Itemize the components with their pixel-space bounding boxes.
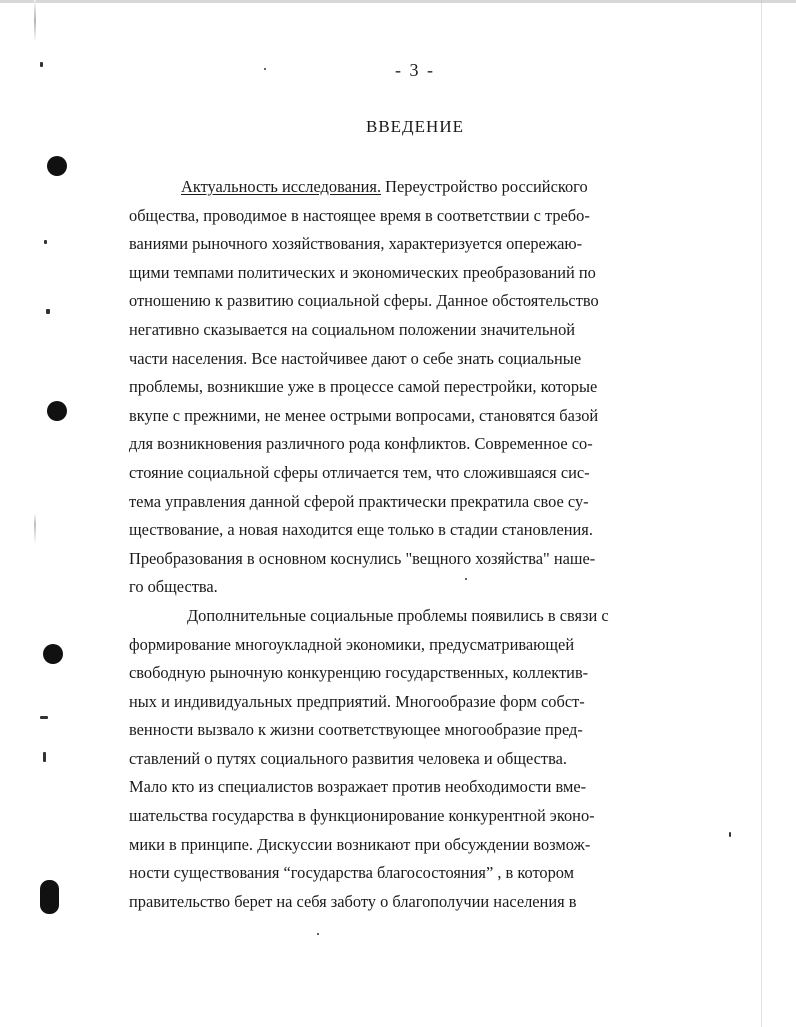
binding-hole xyxy=(47,401,67,421)
paragraph-2-line: Мало кто из специалистов возражает против необходимости вме- xyxy=(129,777,587,797)
scan-left-edge xyxy=(34,0,36,1027)
binding-hole xyxy=(43,644,63,664)
paragraph-1-line: ваниями рыночного хозяйствования, характеризуется опережаю- xyxy=(129,234,583,254)
paragraph-1-line: го общества. xyxy=(129,577,218,597)
paragraph-2-line: ных и индивидуальных предприятий. Многообразие форм собст- xyxy=(129,691,585,711)
page-number: - 3 - xyxy=(395,60,435,80)
scan-top-edge xyxy=(0,0,796,3)
paragraph-1-line: негативно сказывается на социальном положении значительной xyxy=(129,319,576,339)
paragraph-2-line: ставлений о путях социального развития человека и общества. xyxy=(129,748,567,768)
paragraph-2-line: Дополнительные социальные проблемы появились в связи с xyxy=(187,605,609,625)
paragraph-1-line: Преобразования в основном коснулись "вещного хозяйства" наше- xyxy=(129,548,596,568)
paragraph-1-line: ществование, а новая находится еще только в стадии становления. xyxy=(129,520,593,540)
paragraph-2-line: формирование многоукладной экономики, предусматривающей xyxy=(129,634,575,654)
paragraph-1-line-1-rest: Переустройство российского xyxy=(381,177,588,196)
paragraph-1-line: общества, проводимое в настоящее время в соответствии с требо- xyxy=(129,205,590,225)
paragraph-1-line: отношению к развитию социальной сферы. Данное обстоятельство xyxy=(129,291,599,311)
binding-hole xyxy=(40,880,59,914)
topic-relevance-lead: Актуальность исследования. xyxy=(181,177,382,196)
scan-speck xyxy=(44,240,47,244)
paragraph-2-line: мики в принципе. Дискуссии возникают при обсуждении возмож- xyxy=(129,834,591,854)
scan-speck xyxy=(317,933,319,935)
scan-speck xyxy=(46,309,50,314)
scan-speck xyxy=(40,716,48,719)
paragraph-1-line: проблемы, возникшие уже в процессе самой перестройки, которые xyxy=(129,377,598,397)
scan-speck xyxy=(729,832,731,837)
paragraph-1-line: вкупе с прежними, не менее острыми вопросами, становятся базой xyxy=(129,405,599,425)
scan-speck xyxy=(43,752,46,762)
paragraph-2-line: свободную рыночную конкуренцию государственных, коллектив- xyxy=(129,663,589,683)
paragraph-2-line: ности существования “государства благосостояния” , в котором xyxy=(129,863,575,883)
scan-right-edge xyxy=(761,0,762,1027)
binding-hole xyxy=(47,156,67,176)
paragraph-1-line: щими темпами политических и экономических преобразований по xyxy=(129,262,596,282)
paragraph-1-line: тема управления данной сферой практически прекратила свое су- xyxy=(129,491,589,511)
body-text xyxy=(129,173,699,916)
section-heading: ВВЕДЕНИЕ xyxy=(366,117,464,136)
paragraph-1-line: части населения. Все настойчивее дают о себе знать социальные xyxy=(129,348,582,368)
paragraph-2-line: шательства государства в функционирование конкурентной эконо- xyxy=(129,806,595,826)
paragraph-2-line: венности вызвало к жизни соответствующее многообразие пред- xyxy=(129,720,583,740)
paragraph-1-line-1 xyxy=(129,173,699,202)
paragraph-1-line: стояние социальной сферы отличается тем, что сложившаяся сис- xyxy=(129,462,590,482)
paragraph-1-line: для возникновения различного рода конфликтов. Современное со- xyxy=(129,434,593,454)
paragraph-2-line: правительство берет на себя заботу о благополучии населения в xyxy=(129,891,577,911)
